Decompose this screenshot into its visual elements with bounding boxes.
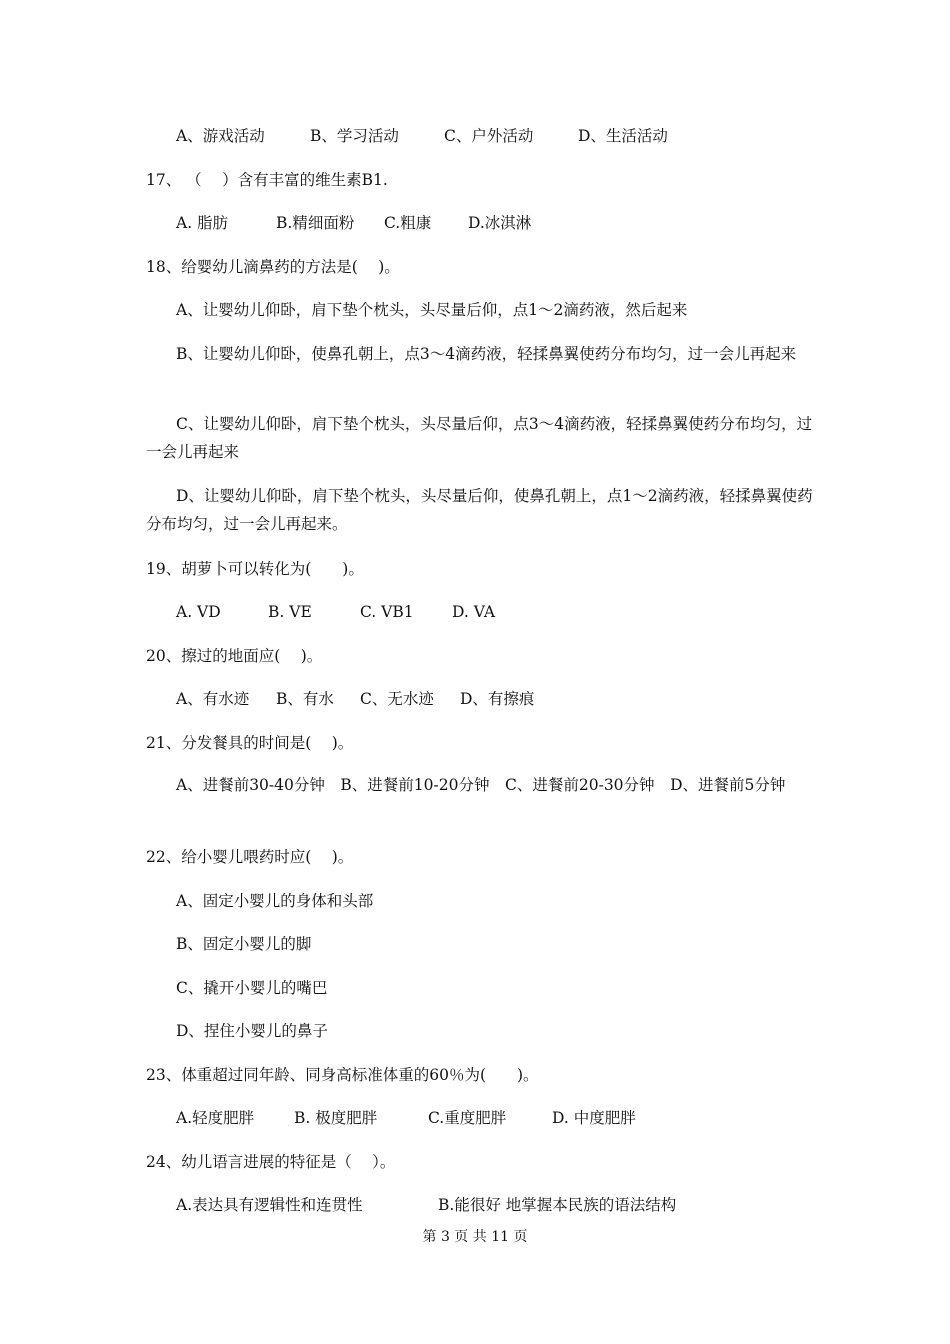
q22-option-d: D、捏住小婴儿的鼻子 (176, 1022, 328, 1040)
q23-option-c: C.重度肥胖 (428, 1109, 507, 1127)
q23-stem: 23、体重超过同年龄、同身高标准体重的60％为( )。 (146, 1066, 539, 1084)
q20-options (176, 685, 820, 713)
q16-option-b: B、学习活动 (310, 127, 399, 145)
q22-option-b: B、固定小婴儿的脚 (176, 935, 312, 953)
q16-option-c: C、户外活动 (444, 127, 534, 145)
q21-option-d: D、进餐前5分钟 (670, 776, 786, 794)
q19-option-d: D. VA (452, 603, 496, 621)
q16-option-a: A、游戏活动 (176, 127, 265, 145)
q19-option-c: C. VB1 (360, 603, 414, 621)
page-number: 第 3 页 共 11 页 (422, 1229, 528, 1245)
q20-option-d: D、有擦痕 (460, 690, 535, 708)
q20-option-c: C、无水迹 (360, 690, 434, 708)
q22-option-a: A、固定小婴儿的身体和头部 (176, 892, 374, 910)
q17-option-c: C.粗康 (384, 214, 432, 232)
q23-option-d: D. 中度肥胖 (552, 1109, 636, 1127)
q20-stem: 20、擦过的地面应( )。 (146, 647, 323, 665)
q21-option-c: C、进餐前20-30分钟 (505, 776, 655, 794)
q20-option-b: B、有水 (276, 690, 334, 708)
q18-option-d: D、让婴幼儿仰卧，肩下垫个枕头，头尽量后仰，使鼻孔朝上，点1～2滴药液，轻揉鼻翼使药分布均匀，过一会儿再起来。 (146, 487, 813, 533)
q22-stem: 22、给小婴儿喂药时应( )。 (146, 848, 354, 866)
q20-option-a: A、有水迹 (176, 690, 250, 708)
q17-options (176, 209, 820, 237)
q17-option-a: A. 脂肪 (176, 214, 229, 232)
q17-option-b: B.精细面粉 (276, 214, 355, 232)
q18-option-b: B、让婴幼儿仰卧，使鼻孔朝上，点3～4滴药液，轻揉鼻翼使药分布均匀，过一会儿再起来 (176, 345, 797, 363)
q16-options (176, 122, 820, 150)
q24-options (176, 1191, 820, 1219)
q24-option-a: A.表达具有逻辑性和连贯性 (176, 1196, 363, 1214)
q21-options (146, 771, 820, 799)
q21-stem: 21、分发餐具的时间是( )。 (146, 734, 354, 752)
q19-options (176, 598, 820, 626)
q19-option-a: A. VD (176, 603, 221, 621)
q17-option-d: D.冰淇淋 (468, 214, 532, 232)
q21-option-a: A、进餐前30-40分钟 (176, 776, 325, 794)
q18-option-c: C、让婴幼儿仰卧，肩下垫个枕头，头尽量后仰，点3～4滴药液，轻揉鼻翼使药分布均匀，过一会儿再起来 (146, 415, 813, 461)
q21-option-b: B、进餐前10-20分钟 (340, 776, 490, 794)
q16-option-d: D、生活活动 (578, 127, 668, 145)
q23-option-a: A.轻度肥胖 (176, 1109, 255, 1127)
q19-stem: 19、胡萝卜可以转化为( )。 (146, 560, 364, 578)
q24-option-b: B.能很好 地掌握本民族的语法结构 (438, 1196, 677, 1214)
q18-option-a: A、让婴幼儿仰卧，肩下垫个枕头，头尽量后仰，点1～2滴药液，然后起来 (176, 301, 688, 319)
q22-option-c: C、撬开小婴儿的嘴巴 (176, 979, 328, 997)
q24-stem: 24、幼儿语言进展的特征是（ ）。 (146, 1153, 396, 1171)
q19-option-b: B. VE (268, 603, 312, 621)
q17-stem: 17、 （ ）含有丰富的维生素B1. (146, 171, 388, 189)
q23-options (176, 1104, 820, 1132)
q23-option-b: B. 极度肥胖 (294, 1109, 378, 1127)
q18-stem: 18、给婴幼儿滴鼻药的方法是( )。 (146, 258, 400, 276)
